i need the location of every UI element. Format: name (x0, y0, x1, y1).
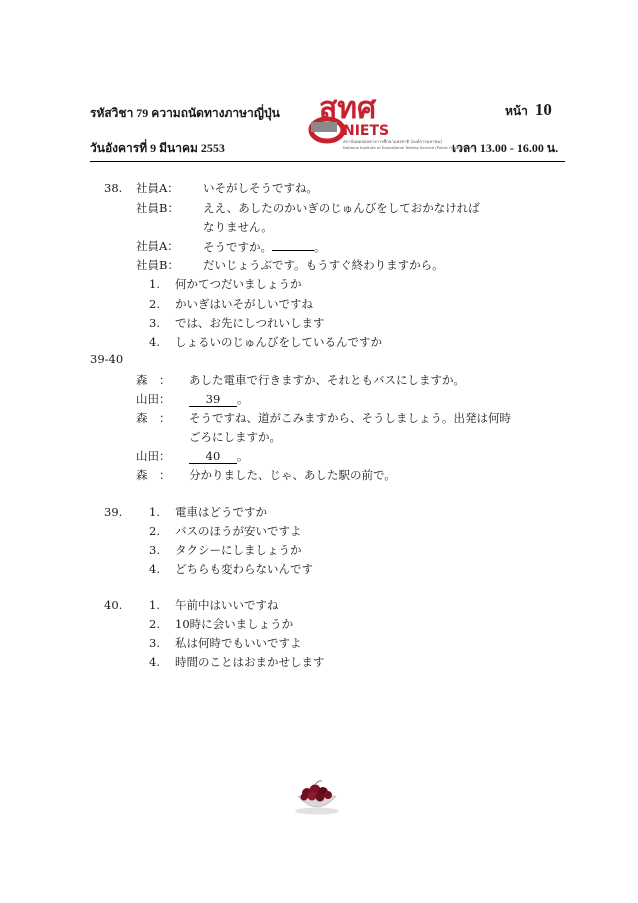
option-text: しょるいのじゅんびをしているんですか (175, 335, 382, 349)
option-text: 私は何時でもいいですよ (175, 636, 302, 650)
option-number: 3. (149, 316, 160, 330)
speaker: 森 ： (136, 411, 171, 425)
option-text: では、お先にしつれいします (175, 316, 325, 330)
page-indicator (505, 100, 552, 121)
option-text: 午前中はいいですね (175, 598, 279, 612)
option-text: タクシーにしましょうか (175, 543, 302, 557)
option-text: かいぎはいそがしいですね (175, 297, 313, 311)
question-number: 40. (104, 598, 123, 612)
header-rule (90, 161, 565, 162)
speaker: 社員B： (136, 258, 179, 272)
option-number: 1. (149, 505, 160, 519)
dialogue-line: ええ、あしたのかいぎのじゅんびをしておかなければ (203, 201, 480, 215)
dialogue-line (203, 239, 326, 254)
option-number: 4. (149, 335, 160, 349)
dialogue-line: だいじょうぶです。もうすぐ終わりますから。 (203, 258, 444, 272)
speaker: 森 ： (136, 468, 171, 482)
option-text: バスのほうが安いですよ (175, 524, 302, 538)
speaker: 社員A： (136, 239, 179, 253)
option-number: 3. (149, 543, 160, 557)
question-number: 39. (104, 505, 123, 519)
logo-org-en: National Institute of Educational Testing Service (Public Organization) (343, 145, 475, 150)
dialogue-line (189, 449, 249, 464)
dialogue-line: いそがしそうですね。 (203, 181, 318, 195)
answer-blank (272, 239, 314, 251)
option-number: 2. (149, 524, 160, 538)
option-number: 1. (149, 598, 160, 612)
page-label: หน้า (505, 104, 528, 118)
dialogue-line (189, 392, 249, 407)
answer-blank-40: 40 (189, 449, 237, 464)
option-number: 2. (149, 297, 160, 311)
question-range-label: 39-40 (90, 352, 124, 366)
option-text: 時間のことはおまかせします (175, 655, 325, 669)
exam-date: วันอังคารที่ 9 มีนาคม 2553 (90, 141, 225, 155)
logo-text: สทศ (319, 91, 377, 126)
logo-org-th: สถาบันทดสอบทางการศึกษาแห่งชาติ (องค์การมหาชน) (343, 139, 442, 144)
dialogue-end: 。 (237, 449, 249, 463)
dialogue-line: 分かりました、じゃ、あした駅の前で。 (189, 468, 396, 482)
option-text: 何かてつだいましょうか (175, 277, 302, 291)
speaker: 山田： (136, 449, 171, 463)
dialogue-line: ごろにしますか。 (189, 430, 281, 444)
option-number: 4. (149, 562, 160, 576)
logo-sub: NIETS (343, 123, 390, 139)
option-number: 3. (149, 636, 160, 650)
dialogue-line: あした電車で行きますか、それともバスにしますか。 (189, 373, 465, 387)
option-number: 2. (149, 617, 160, 631)
dialogue-end: 。 (314, 240, 326, 254)
question-number: 38. (104, 181, 123, 195)
option-number: 4. (149, 655, 160, 669)
option-text: 電車はどうですか (175, 505, 267, 519)
niets-logo (305, 91, 475, 154)
speaker: 山田： (136, 392, 171, 406)
speaker: 社員B： (136, 201, 179, 215)
course-title: รหัสวิชา 79 ความถนัดทางภาษาญี่ปุ่น (90, 106, 280, 120)
speaker: 社員A： (136, 181, 179, 195)
option-text: 10時に会いましょうか (175, 617, 294, 631)
page-number: 10 (534, 100, 552, 119)
exam-time: เวลา 13.00 - 16.00 น. (452, 141, 559, 155)
option-number: 1. (149, 277, 160, 291)
cherry-bowl-image (290, 778, 344, 816)
dialogue-end: 。 (237, 392, 249, 406)
option-text: どちらも変わらないんです (175, 562, 313, 576)
dialogue-line: そうですね、道がこみますから、そうしましょう。出発は何時 (189, 411, 511, 425)
dialogue-line: なりません。 (203, 220, 273, 234)
answer-blank-39: 39 (189, 392, 237, 407)
speaker: 森 ： (136, 373, 171, 387)
dialogue-text: そうですか。 (203, 240, 272, 254)
